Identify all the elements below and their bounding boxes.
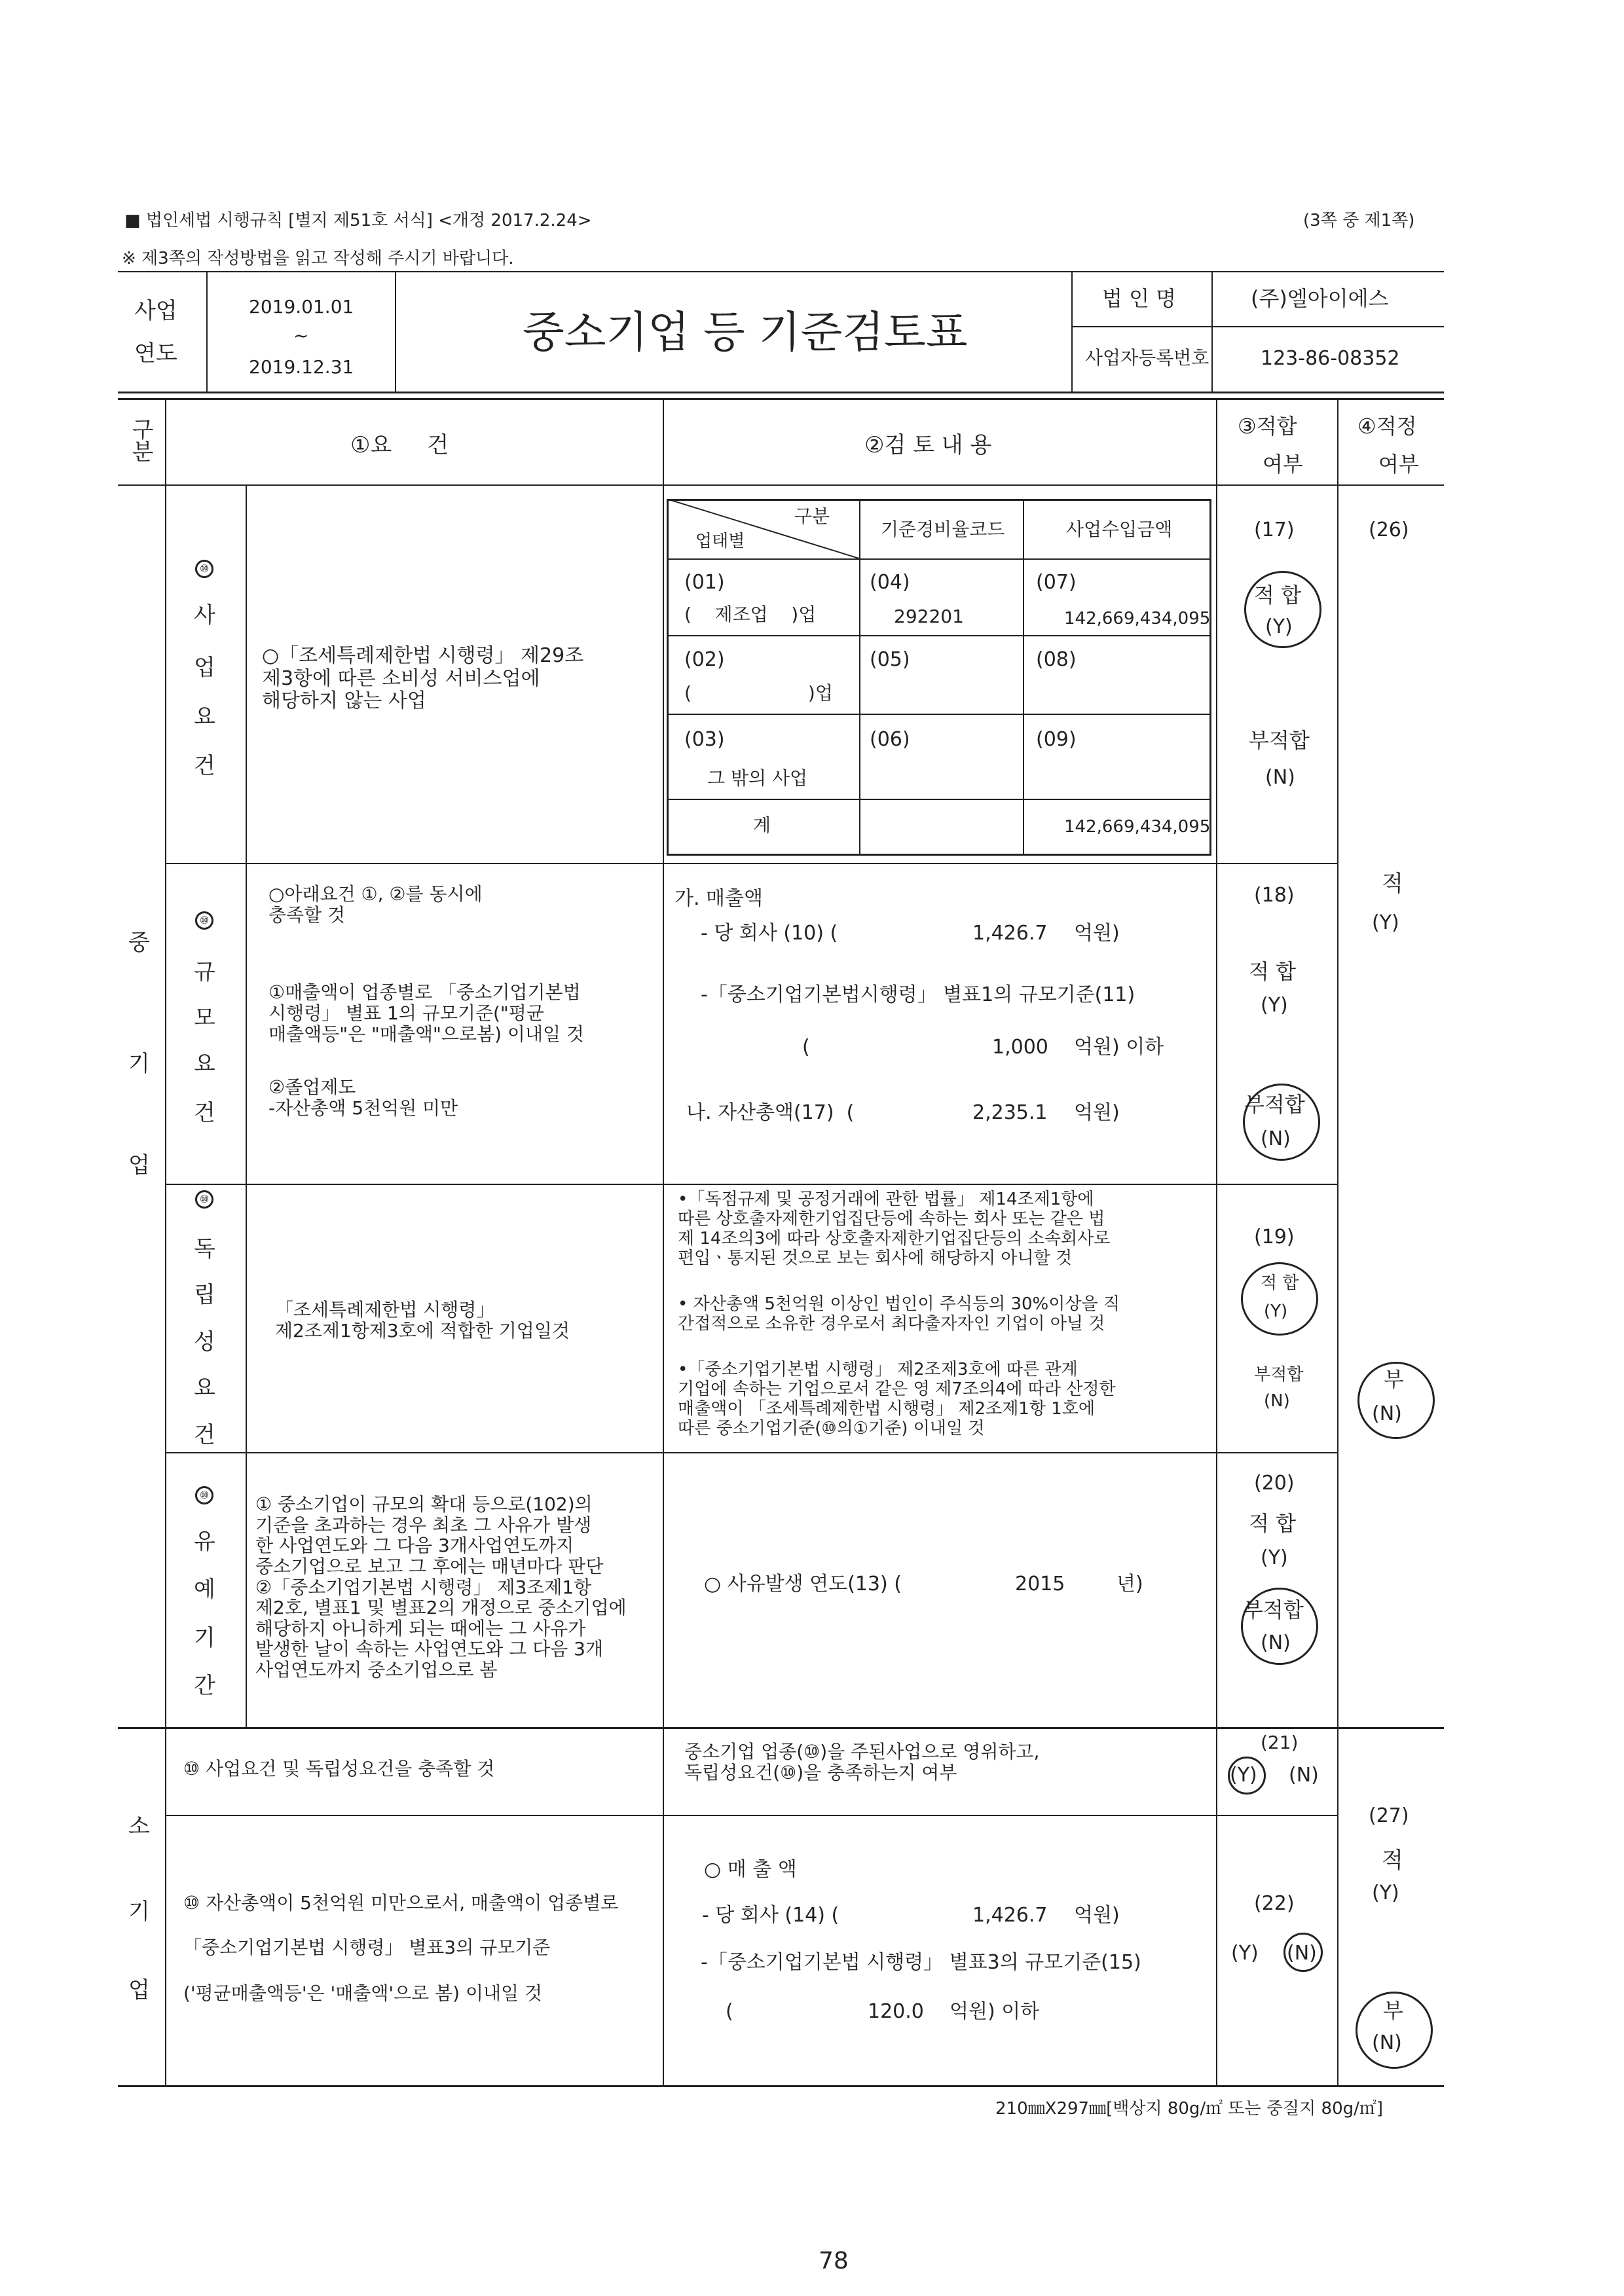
page-title: 중소기업 등 기준검토표 [523, 307, 968, 357]
grace-review-unit: 년) [1116, 1573, 1143, 1595]
table-head-code: 기준경비율코드 [881, 519, 1005, 540]
scale-label-3: 요 [194, 1051, 215, 1077]
decision-header-2: 여부 [1378, 452, 1419, 477]
scale-requirement-1: ○아래요건 ①, ②를 동시에 충족할 것 [268, 883, 483, 926]
table-row-1-code-no: (04) [870, 571, 910, 594]
sme-label-1: 중 [128, 930, 150, 956]
scale-requirement-3: ②졸업제도 -자산총액 5천억원 미만 [268, 1076, 458, 1120]
table-row-1-code: 292201 [894, 606, 964, 627]
grace-label-3: 기 [194, 1625, 215, 1651]
small-requirement-2a: ⑩ 자산총액이 5천억원 미만으로서, 매출액이 업종별로 [183, 1892, 619, 1914]
independence-label-3: 성 [194, 1329, 215, 1355]
scale-review-a3-value: 1,000 [992, 1036, 1048, 1059]
small-label-2: 기 [128, 1899, 150, 1925]
review-header: ②검 토 내 용 [864, 432, 992, 458]
independence-decision: 부 [1384, 1367, 1404, 1392]
table-row-1-amount: 142,669,434,095 [1064, 609, 1211, 629]
independence-fit-no: (19) [1254, 1226, 1295, 1248]
small-decision: 적 [1382, 1848, 1403, 1874]
scale-decision-code: (Y) [1372, 911, 1399, 934]
business-label-2: 업 [194, 655, 215, 681]
table-head-amount: 사업수입금액 [1066, 519, 1173, 540]
grace-label-1: 유 [194, 1529, 215, 1555]
row-number-102: ⑩ [195, 911, 213, 930]
grace-fit-yes-code: (Y) [1261, 1546, 1288, 1569]
grace-label-4: 간 [194, 1673, 215, 1699]
independence-label-4: 요 [194, 1375, 215, 1401]
grace-fit-no-label: 부적합 [1243, 1597, 1304, 1622]
scale-review-b-value: 2,235.1 [972, 1101, 1048, 1124]
grace-review: ○ 사유발생 연도(13) ( [704, 1573, 902, 1595]
small-requirement-2b: 「중소기업기본법 시행령」 별표3의 규모기준 [183, 1937, 551, 1958]
independence-label-1: 독 [194, 1236, 215, 1262]
scale-review-a1: - 당 회사 (10) ( [701, 922, 838, 945]
small-review-a1: - 당 회사 (14) ( [702, 1904, 840, 1927]
column-header-bottom [118, 484, 1444, 486]
scale-fit-no-label: 부적합 [1244, 1092, 1305, 1117]
grace-requirement: ① 중소기업이 규모의 확대 등으로(102)의 기준을 초과하는 경우 최초 그 사유가 발생 한 사업연도와 그 다음 3개사업연도까지 중소기업으로 보고 그 후에는 매년마다 판단 ②「중소기업기본법 시행령」 제3조제1항 제2호, 별표1 및 별표2의 개정으로 중소기업에 해당하지 아니하게 되는 때에는 그 사유가 발생한 날이 속하는 사업연도와 그 다음 3개 사업연도까지 중소기업으로 봄 [255, 1493, 627, 1681]
scale-fit-yes-code: (Y) [1261, 994, 1288, 1017]
table-row-1-amount-no: (07) [1036, 571, 1077, 594]
business-decision-no: (26) [1369, 519, 1409, 541]
independence-requirement: 「조세특례제한법 시행령」 제2조제1항제3호에 적합한 기업일것 [275, 1299, 570, 1342]
small-requirement-2c: ('평균매출액등'은 '매출액'으로 봄) 이내일 것 [183, 1982, 543, 2004]
scale-fit-yes: 적 합 [1249, 959, 1296, 984]
category-header: 구분 [132, 417, 154, 465]
notice-text: ※ 제3쪽의 작성방법을 읽고 작성해 주시기 바랍니다. [122, 249, 514, 268]
requirement-header: ①요 건 [350, 432, 449, 458]
small-1-fit-no-code: (N) [1289, 1764, 1319, 1787]
scale-review-a: 가. 매출액 [674, 887, 763, 910]
table-row-1-no: (01) [684, 571, 725, 594]
table-row-2-no: (02) [684, 648, 725, 671]
small-decision-2-code: (N) [1372, 2032, 1402, 2054]
notice-underline [118, 271, 1444, 272]
small-review-a1-value: 1,426.7 [972, 1904, 1048, 1927]
table-row-2-code-no: (05) [870, 648, 910, 671]
grace-fit-no-code: (N) [1261, 1631, 1291, 1654]
page-number: 78 [819, 2248, 849, 2274]
grace-label-2: 예 [194, 1576, 215, 1603]
small-decision-no: (27) [1369, 1804, 1409, 1827]
fit-header-2: 여부 [1263, 452, 1303, 477]
business-label-3: 요 [194, 704, 215, 730]
independence-fit-yes-code: (Y) [1264, 1302, 1288, 1321]
table-row-1-type: ( 제조업 )업 [684, 604, 817, 625]
grace-fit-no: (20) [1254, 1472, 1295, 1495]
reg-no-label: 사업자등록번호 [1085, 347, 1209, 369]
independence-review-3: •「중소기업기본법 시행령」 제2조제3호에 따른 관계 기업에 속하는 기업으로서 같은 영 제7조의4에 따라 산정한 매출액이 「조세특례제한법 시행령」 제2조제1항 1호에 따른 중소기업기준(⑩의①기준) 이내일 것 [678, 1360, 1116, 1438]
small-review-a2: -「중소기업기본법 시행령」 별표3의 규모기준(15) [701, 1951, 1141, 1974]
independence-label-5: 건 [194, 1422, 215, 1448]
table-head-category: 구분 [794, 505, 830, 527]
small-review-a3-open: ( [726, 2000, 733, 2023]
scale-review-a1-value: 1,426.7 [972, 922, 1048, 945]
small-requirement-1: ⑩ 사업요건 및 독립성요건을 충족할 것 [183, 1758, 495, 1779]
independence-fit-no-code: (N) [1264, 1391, 1290, 1411]
scale-review-b: 나. 자산총액(17) ( [686, 1101, 855, 1124]
business-requirement: ○「조세특례제한법 시행령」 제29조 제3항에 따른 소비성 서비스업에 해당하지 않는 사업 [262, 644, 584, 712]
row-number-101: ⑩ [195, 560, 213, 578]
table-total-amount: 142,669,434,095 [1064, 817, 1211, 837]
title-block-bottom-double [118, 398, 1444, 400]
period-end: 2019.12.31 [249, 356, 354, 378]
period-start: 2019.01.01 [249, 296, 354, 318]
form-reference: ■ 법인세법 시행규칙 [별지 제51호 서식] <개정 2017.2.24> [124, 211, 592, 230]
reg-no: 123-86-08352 [1261, 347, 1400, 370]
small-decision-2: 부 [1383, 1998, 1403, 2023]
scale-label-2: 모 [194, 1005, 215, 1031]
table-bottom [118, 2085, 1444, 2087]
small-2-fit-no-code: (N) [1287, 1942, 1317, 1965]
small-review-a3-value: 120.0 [868, 2000, 924, 2023]
independence-fit-no-label: 부적합 [1254, 1365, 1304, 1385]
fit-header-1: ③적합 [1238, 414, 1297, 439]
sme-label-3: 업 [128, 1152, 150, 1178]
scale-fit-no: (18) [1254, 884, 1295, 907]
scale-label-4: 건 [194, 1100, 215, 1126]
period-tilde: ~ [293, 325, 309, 346]
grace-review-value: 2015 [1015, 1573, 1065, 1595]
business-fit-no-code: (N) [1265, 766, 1295, 789]
independence-decision-code: (N) [1372, 1402, 1402, 1425]
corp-name: (주)엘아이에스 [1251, 286, 1389, 311]
small-2-fit-yes-code: (Y) [1231, 1942, 1259, 1965]
small-1-fit-yes-code: (Y) [1230, 1764, 1257, 1787]
small-label-1: 소 [128, 1813, 150, 1840]
table-row-2-amount-no: (08) [1036, 648, 1077, 671]
table-total-label: 계 [753, 814, 771, 836]
table-row-2-type: ( )업 [684, 682, 833, 704]
scale-fit-no-code: (N) [1261, 1127, 1291, 1150]
small-2-fit-no: (22) [1254, 1892, 1295, 1915]
scale-review-a3-open: ( [802, 1036, 810, 1059]
grace-fit-yes: 적 합 [1249, 1511, 1296, 1536]
small-review-a: ○ 매 출 액 [704, 1858, 797, 1881]
sme-label-2: 기 [128, 1051, 150, 1077]
table-row-3-no: (03) [684, 728, 725, 751]
independence-label-2: 립 [194, 1282, 215, 1308]
independence-review-1: •「독점규제 및 공정거래에 관한 법률」 제14조제1항에 따른 상호출자제한기업집단등에 속하는 회사 또는 같은 법 제 14조의3에 따라 상호출자제한기업집단등의 소속회사로 편입ㆍ통지된 것으로 보는 회사에 해당하지 아니할 것 [678, 1190, 1111, 1268]
corp-name-label: 법 인 명 [1102, 286, 1177, 311]
year-label-2: 연도 [134, 340, 177, 367]
decision-header-1: ④적정 [1357, 414, 1417, 439]
row-number-104: ⑩ [195, 1486, 213, 1504]
small-review-1: 중소기업 업종(⑩)을 주된사업으로 영위하고, 독립성요건(⑩)을 충족하는지 여부 [684, 1741, 1040, 1784]
scale-review-a2: -「중소기업기본법시행령」 별표1의 규모기준(11) [701, 983, 1135, 1006]
small-review-a1-unit: 억원) [1074, 1904, 1120, 1927]
sme-section-bottom [118, 1727, 1444, 1729]
small-1-fit-no: (21) [1261, 1732, 1299, 1753]
row-number-103: ⑩ [195, 1190, 213, 1209]
scale-review-b-unit: 억원) [1074, 1101, 1120, 1124]
business-fit-yes: 적 합 [1254, 583, 1301, 608]
table-row-3-amount-no: (09) [1036, 728, 1077, 751]
table-head-type: 업태별 [695, 532, 745, 551]
business-label-4: 건 [194, 753, 215, 779]
scale-label-1: 규 [194, 959, 215, 985]
scale-decision: 적 [1382, 871, 1403, 897]
business-fit-no: (17) [1254, 519, 1295, 541]
scale-review-a3-unit: 억원) 이하 [1074, 1036, 1164, 1059]
independence-review-2: • 자산총액 5천억원 이상인 법인이 주식등의 30%이상을 직 간접적으로 소유한 경우로서 최다출자자인 기업이 아닐 것 [678, 1294, 1120, 1334]
small-label-3: 업 [128, 1977, 150, 2003]
business-fit-yes-code: (Y) [1265, 615, 1293, 638]
business-label-1: 사 [194, 602, 215, 629]
paper-spec: 210㎜X297㎜[백상지 80g/㎡ 또는 중질지 80g/㎡] [995, 2099, 1384, 2119]
scale-requirement-2: ①매출액이 업종별로 「중소기업기본법 시행령」 별표 1의 규모기준("평균 매출액등"은 "매출액"으로봄) 이내일 것 [268, 981, 584, 1046]
year-label-1: 사업 [134, 298, 177, 324]
small-review-a3-unit: 억원) 이하 [950, 2000, 1040, 2023]
scale-review-a1-unit: 억원) [1074, 922, 1120, 945]
independence-fit-yes: 적 합 [1261, 1273, 1299, 1293]
title-block-bottom [118, 392, 1444, 393]
small-decision-code: (Y) [1372, 1882, 1399, 1904]
table-row-3-code-no: (06) [870, 728, 910, 751]
page-of-label: (3쪽 중 제1쪽) [1303, 211, 1415, 230]
business-fit-no-label: 부적합 [1249, 728, 1310, 753]
table-row-3-type: 그 밖의 사업 [707, 767, 808, 789]
